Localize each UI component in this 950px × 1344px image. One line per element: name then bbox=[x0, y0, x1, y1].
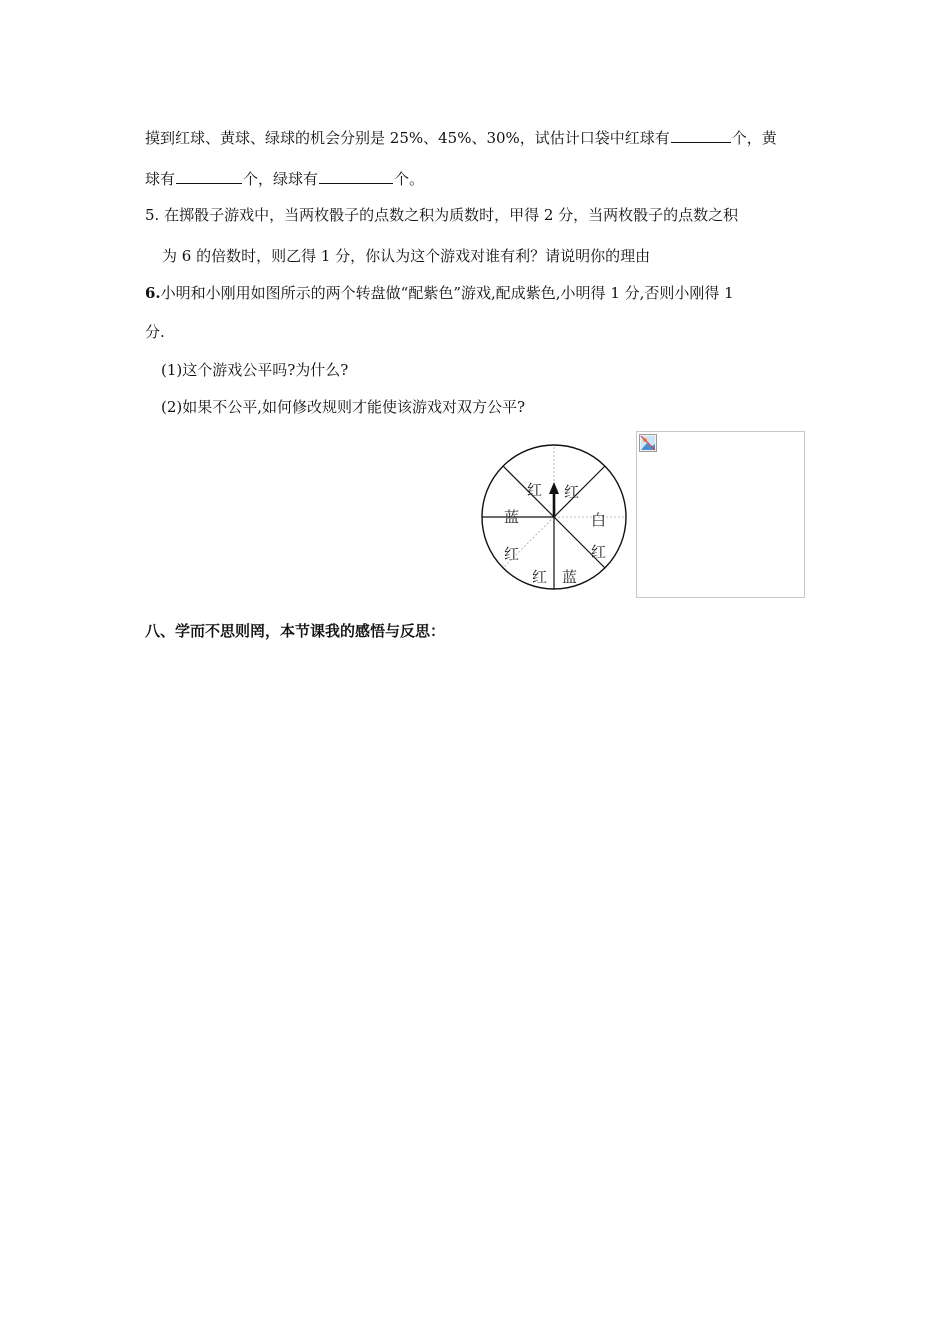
q6-sub-question-1: (1)这个游戏公平吗?为什么? bbox=[161, 361, 349, 379]
q6-line-2: 分. bbox=[145, 323, 165, 341]
q6-number: 6. bbox=[145, 284, 161, 302]
q5-line-2: 为 6 的倍数时，则乙得 1 分，你认为这个游戏对谁有利？请说明你的理由 bbox=[162, 247, 651, 265]
q4-text-2: 个，黄 bbox=[731, 129, 777, 147]
missing-image-frame bbox=[636, 431, 805, 598]
answer-blank-green[interactable] bbox=[319, 169, 393, 184]
q5-line-1: 5. 在掷骰子游戏中，当两枚骰子的点数之积为质数时，甲得 2 分，当两枚骰子的点数之积 bbox=[145, 206, 739, 224]
section-8-title: 八、学而不思则罔，本节课我的感悟与反思： bbox=[145, 622, 446, 640]
q6-sub-question-2: (2)如果不公平,如何修改规则才能使该游戏对双方公平? bbox=[161, 398, 526, 416]
spinner-label-3: 白 bbox=[591, 511, 607, 529]
q4-text-5: 个。 bbox=[394, 170, 425, 188]
spinner-label-8: 蓝 bbox=[504, 508, 520, 526]
spinner-label-2: 红 bbox=[564, 483, 580, 501]
q4-text-4: 个，绿球有 bbox=[243, 170, 319, 188]
q4-line-1 bbox=[145, 128, 777, 148]
spinner-label-6: 红 bbox=[532, 568, 548, 586]
q4-line-2 bbox=[145, 169, 424, 189]
q6-line-1 bbox=[145, 283, 734, 303]
spinner-label-4: 红 bbox=[591, 543, 607, 561]
answer-blank-red[interactable] bbox=[671, 128, 731, 143]
spinner-label-5: 蓝 bbox=[562, 568, 578, 586]
spinner-label-7: 红 bbox=[504, 545, 520, 563]
spinner-pointer bbox=[549, 482, 559, 517]
broken-image-icon bbox=[639, 434, 657, 452]
answer-blank-yellow[interactable] bbox=[176, 169, 242, 184]
spinner-wheel bbox=[478, 440, 630, 595]
spinner-label-1: 红 bbox=[527, 481, 543, 499]
q4-text-1: 摸到红球、黄球、绿球的机会分别是 25%、45%、30%，试估计口袋中红球有 bbox=[145, 129, 670, 147]
q4-text-3: 球有 bbox=[145, 170, 176, 188]
q6-text: 小明和小刚用如图所示的两个转盘做“配紫色”游戏,配成紫色,小明得 1 分,否则小刚得 1 bbox=[160, 284, 734, 302]
